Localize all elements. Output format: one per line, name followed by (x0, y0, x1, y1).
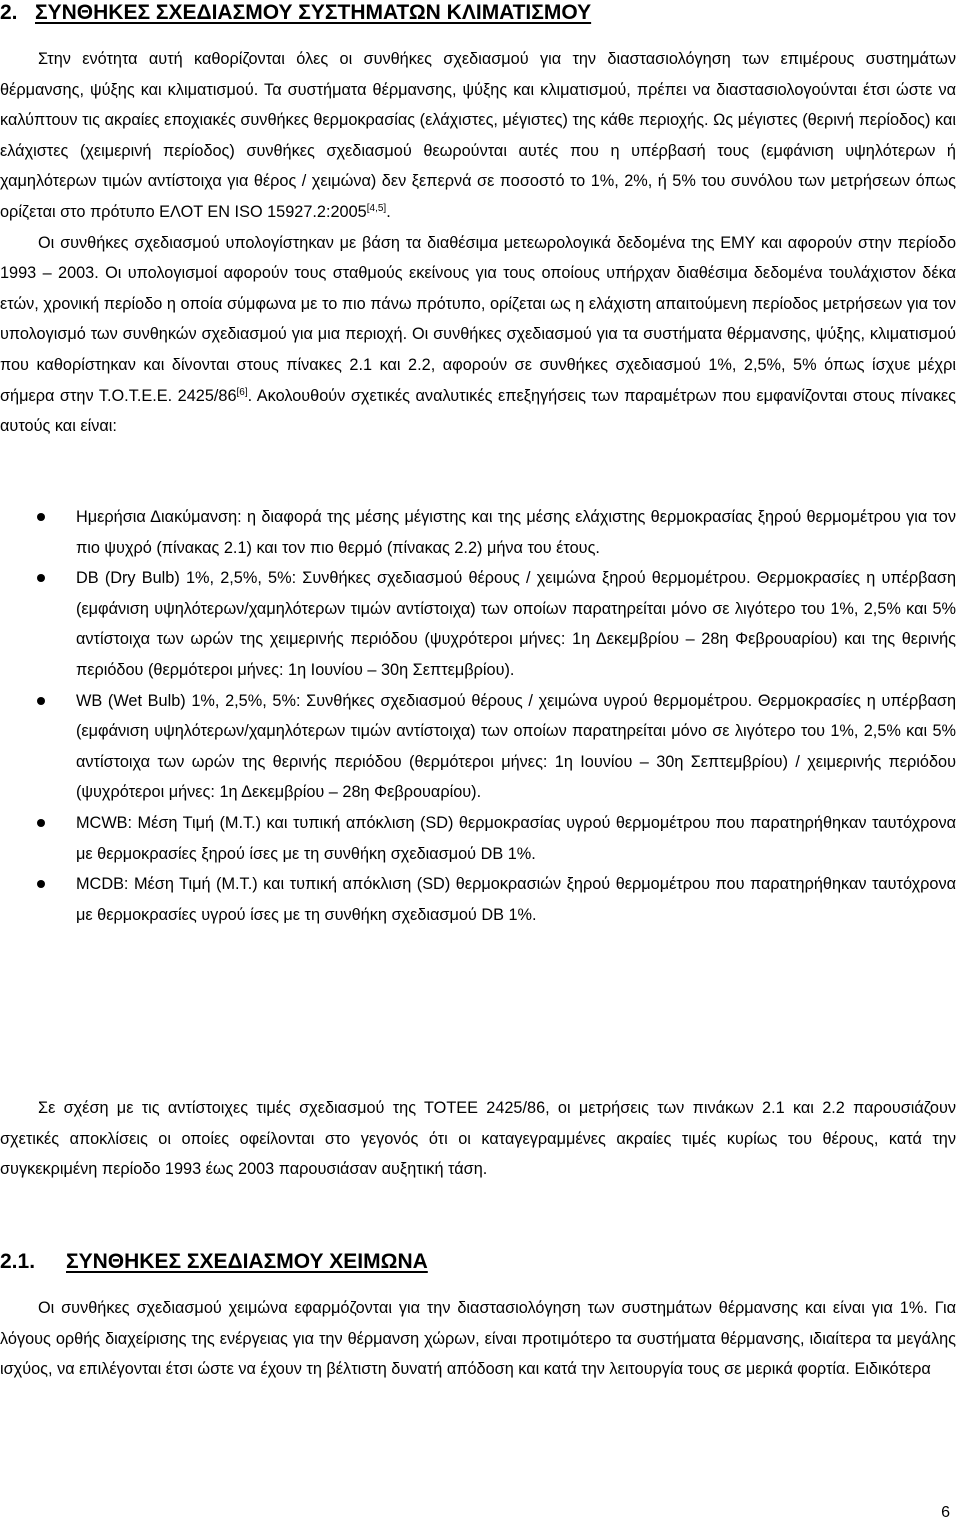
comparison-paragraph: Σε σχέση με τις αντίστοιχες τιμές σχεδιασμού της ΤΟΤΕΕ 2425/86, οι μετρήσεις των πινάκων 2.1 και 2.2 παρουσιάζουν σχετικές αποκλίσεις οι οποίες οφείλονται στο γεγονός ότι οι καταγεγραμμένες ακραίες τιμές κυρίως του θέρους, κατά την συγκεκριμένη περίοδο 1993 έως 2003 παρουσιάσαν αυξητική τάση. (0, 1099, 956, 1179)
bullet-icon (37, 819, 45, 827)
subsection-title: ΣΥΝΘΗΚΕΣ ΣΧΕΔΙΑΣΜΟΥ ΧΕΙΜΩΝΑ (66, 1250, 428, 1273)
list-item: DB (Dry Bulb) 1%, 2,5%, 5%: Συνθήκες σχεδιασμού θέρους / χειμώνα ξηρού θερμομέτρου. Θερμοκρασίες η υπέρβαση (εμφάνιση υψηλότερων/χαμηλότερων τιμών αντίστοιχα) των οποίων παρατηρείται μόνο σε λιγότερο του 1%, 2,5% και 5% αντίστοιχα των ωρών της χειμερινής περιόδου (ψυχρότεροι μήνες: 1η Δεκεμβρίου – 28η Φεβρουαρίου) και της θερινής περιόδου (θερμότεροι μήνες: 1η Ιουνίου – 30η Σεπτεμβρίου). (0, 563, 956, 685)
subsection-number: 2.1. (0, 1250, 36, 1273)
section-title: ΣΥΝΘΗΚΕΣ ΣΧΕΔΙΑΣΜΟΥ ΣΥΣΤΗΜΑΤΩΝ ΚΛΙΜΑΤΙΣΜΟΥ (35, 1, 592, 24)
page-number: 6 (941, 1504, 950, 1521)
list-item: MCWB: Μέση Τιμή (Μ.Τ.) και τυπική απόκλιση (SD) θερμοκρασίας υγρού θερμομέτρου που παρατηρήθηκαν ταυτόχρονα με θερμοκρασίες ξηρού ίσες με τη συνθήκη σχεδιασμού DB 1%. (0, 808, 956, 869)
bullet-icon (37, 574, 45, 582)
intro-text-2: Οι συνθήκες σχεδιασμού υπολογίστηκαν με βάση τα διαθέσιμα μετεωρολογικά δεδομένα της ΕΜΥ και αφορούν στην περίοδο 1993 – 2003. Οι υπολογισμοί αφορούν τους σταθμούς εκείνους για τους οποίους υπήρχαν διαθέσιμα δεδομένα τουλάχιστον δέκα ετών, χρονική περίοδο η οποία σύμφωνα με το πιο πάνω πρότυπο, ορίζεται ως η ελάχιστη απαιτούμενη περίοδος μετρήσεων για τον υπολογισμό των συνθηκών σχεδιασμού για μια περιοχή. Οι συνθήκες σχεδιασμού για τα συστήματα θέρμανσης, ψύξης, κλιματισμού που καθορίστηκαν και δίνονται στους πίνακες 2.1 και 2.2, αφορούν σε συνθήκες σχεδιασμού 1%, 2,5%, 5% όπως ίσχυε μέχρι σήμερα στην Τ.Ο.Τ.Ε.Ε. 2425/86 (0, 233, 956, 405)
intro-text-1: Στην ενότητα αυτή καθορίζονται όλες οι συνθήκες σχεδιασμού για την διαστασιολόγηση των επιμέρους συστημάτων θέρμανσης, ψύξης και κλιματισμού. Τα συστήματα θέρμανσης, ψύξης και κλιματισμού, πρέπει να διαστασιολογούνται έτσι ώστε να καλύπτουν τις ακραίες εποχιακές συνθήκες θερμοκρασίας (ελάχιστες, μέγιστες) της κάθε περιοχής. Ως μέγιστες (θερινή περίοδος) και ελάχιστες (χειμερινή περίοδος) συνθήκες σχεδιασμού θεωρούνται αυτές που η υπέρβασή τους (εμφάνιση υψηλότερων ή χαμηλότερων τιμών αντίστοιχα για θέρος / χειμώνα) δεν ξεπερνά σε ποσοστό το 1%, 2%, ή 5% του συνόλου των μετρήσεων όπως ορίζεται στο πρότυπο ΕΛΟΤ EN ISO 15927.2:2005 (0, 50, 956, 221)
section-heading (0, 0, 591, 26)
bullet-icon (37, 880, 45, 888)
section-number: 2. (0, 1, 18, 24)
subsection-paragraph: Οι συνθήκες σχεδιασμού χειμώνα εφαρμόζονται για την διαστασιολόγηση των συστημάτων θέρμανσης και είναι για 1%. Για λόγους ορθής διαχείρισης της ενέργειας για την θέρμανση χώρων, είναι προτιμότερο τα συστήματα θέρμανσης, ιδιαίτερα τα μεγάλης ισχύος, να επιλέγονται έτσι ώστε να έχουν τη βέλτιστη δυνατή απόδοση και κατά την λειτουργία τους σε μερικά φορτία. Ειδικότερα (0, 1299, 956, 1379)
definitions-list (0, 502, 956, 930)
reference-4-5: [4,5] (366, 202, 387, 214)
bullet-icon (37, 697, 45, 705)
list-item: Ημερήσια Διακύμανση: η διαφορά της μέσης μέγιστης και της μέσης ελάχιστης θερμοκρασίας ξηρού θερμομέτρου για τον πιο ψυχρό (πίνακας 2.1) και τον πιο θερμό (πίνακας 2.2) μήνα του έτους. (0, 502, 956, 563)
list-item: WB (Wet Bulb) 1%, 2,5%, 5%: Συνθήκες σχεδιασμού θέρους / χειμώνα υγρού θερμομέτρου. Θερμοκρασίες η υπέρβαση (εμφάνιση υψηλότερων/χαμηλότερων τιμών αντίστοιχα) των οποίων παρατηρείται μόνο σε λιγότερο του 1%, 2,5% και 5% αντίστοιχα των ωρών της θερινής περιόδου (θερμότεροι μήνες: 1η Ιουνίου – 30η Σεπτεμβρίου) / χειμερινής περιόδου (ψυχρότεροι μήνες: 1η Δεκεμβρίου – 28η Φεβρουαρίου). (0, 686, 956, 808)
reference-6: [6] (236, 386, 248, 398)
list-item: MCDB: Μέση Τιμή (Μ.Τ.) και τυπική απόκλιση (SD) θερμοκρασιών ξηρού θερμομέτρου που παρατηρήθηκαν ταυτόχρονα με θερμοκρασίες υγρού ίσες με τη συνθήκη σχεδιασμού DB 1%. (0, 869, 956, 930)
intro-paragraph: Στην ενότητα αυτή καθορίζονται όλες οι συνθήκες σχεδιασμού για την διαστασιολόγηση των επιμέρους συστημάτων θέρμανσης, ψύξης και κλιματισμού. Τα συστήματα θέρμανσης, ψύξης και κλιματισμού, πρέπει να διαστασιολογούνται έτσι ώστε να καλύπτουν τις ακραίες εποχιακές συνθήκες θερμοκρασίας (ελάχιστες, μέγιστες) της κάθε περιοχής. Ως μέγιστες (θερινή περίοδος) και ελάχιστες (χειμερινή περίοδος) συνθήκες σχεδιασμού θεωρούνται αυτές που η υπέρβασή τους (εμφάνιση υψηλότερων ή χαμηλότερων τιμών αντίστοιχα για θέρος / χειμώνα) δεν ξεπερνά σε ποσοστό το 1%, 2%, ή 5% του συνόλου των μετρήσεων όπως ορίζεται στο πρότυπο ΕΛΟΤ EN ISO 15927.2:2005[4,5]. Οι συνθήκες σχεδιασμού υπολογίστηκαν με βάση τα διαθέσιμα μετεωρολογικά δεδομένα της ΕΜΥ και αφορούν στην περίοδο 1993 – 2003. Οι υπολογισμοί αφορούν τους σταθμούς εκείνους για τους οποίους υπήρχαν διαθέσιμα δεδομένα τουλάχιστον δέκα ετών, χρονική περίοδο η οποία σύμφωνα με το πιο πάνω πρότυπο, ορίζεται ως η ελάχιστη απαιτούμενη περίοδος μετρήσεων για τον υπολογισμό των συνθηκών σχεδιασμού για μια περιοχή. Οι συνθήκες σχεδιασμού για τα συστήματα θέρμανσης, ψύξης, κλιματισμού που καθορίστηκαν και δίνονται στους πίνακες 2.1 και 2.2, αφορούν σε συνθήκες σχεδιασμού 1%, 2,5%, 5% όπως ίσχυε μέχρι σήμερα στην Τ.Ο.Τ.Ε.Ε. 2425/86[6]. Ακολουθούν σχετικές αναλυτικές επεξηγήσεις των παραμέτρων που εμφανίζονται στους πίνακες αυτούς και είναι: (0, 50, 956, 436)
bullet-icon (37, 513, 45, 521)
subsection-heading (0, 1249, 428, 1275)
